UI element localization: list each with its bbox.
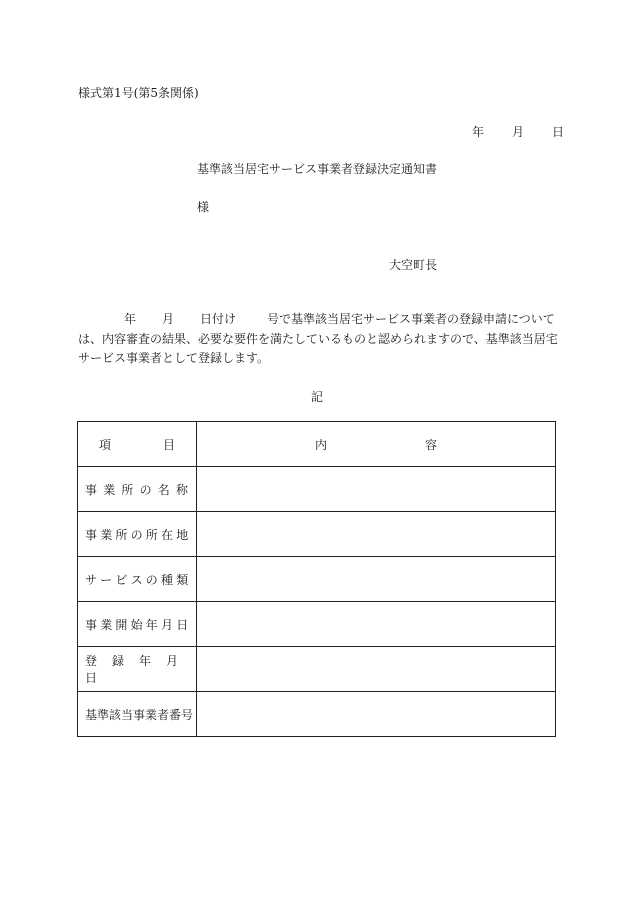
row-value-provider-number[interactable]: [197, 692, 556, 737]
ki-heading: 記: [311, 390, 324, 404]
header-item-char-2: 目: [163, 437, 176, 452]
body-line-1: [78, 310, 558, 330]
form-number: 様式第1号(第5条関係): [78, 86, 199, 100]
document-title: 基準該当居宅サービス事業者登録決定通知書: [197, 162, 438, 176]
table-row: [78, 512, 556, 557]
body-line-2: は、内容審査の結果、必要な要件を満たしているものと認められますので、基準該当居宅: [78, 331, 558, 346]
date-day: 日: [552, 125, 565, 139]
row-label-office-name: 事業所の名称: [78, 467, 197, 512]
header-content-char-2: 容: [425, 437, 438, 452]
body-month: 月: [162, 312, 175, 326]
row-label-registration-date: 登録年月日: [78, 647, 197, 692]
table-row: [78, 602, 556, 647]
table-row: [78, 557, 556, 602]
header-item: [78, 422, 197, 467]
notice-body: [78, 310, 558, 369]
table-row: [78, 692, 556, 737]
issuer-name: 大空町長: [389, 258, 438, 272]
row-label-service-type: サービスの種類: [78, 557, 197, 602]
date-line: [472, 123, 564, 140]
date-year: 年: [472, 125, 485, 139]
addressee-suffix: 様: [197, 200, 210, 214]
row-label-office-address: 事業所の所在地: [78, 512, 197, 557]
row-value-office-address[interactable]: [197, 512, 556, 557]
row-value-start-date[interactable]: [197, 602, 556, 647]
row-value-office-name[interactable]: [197, 467, 556, 512]
row-label-provider-number: 基準該当事業者番号: [78, 692, 197, 737]
registration-details-table: [77, 421, 556, 737]
body-line-1-rest: 号で基準該当居宅サービス事業者の登録申請について: [267, 312, 555, 326]
table-header-row: [78, 422, 556, 467]
row-value-service-type[interactable]: [197, 557, 556, 602]
header-content: [197, 422, 556, 467]
body-day: 日付け: [200, 312, 237, 326]
header-item-char-1: 項: [98, 437, 111, 452]
body-line-3: サービス事業者として登録します。: [78, 351, 270, 365]
row-value-registration-date[interactable]: [197, 647, 556, 692]
date-month: 月: [512, 125, 525, 139]
header-content-char-1: 内: [314, 437, 327, 452]
row-label-start-date: 事業開始年月日: [78, 602, 197, 647]
body-year: 年: [124, 312, 137, 326]
table-row: [78, 647, 556, 692]
table-row: [78, 467, 556, 512]
